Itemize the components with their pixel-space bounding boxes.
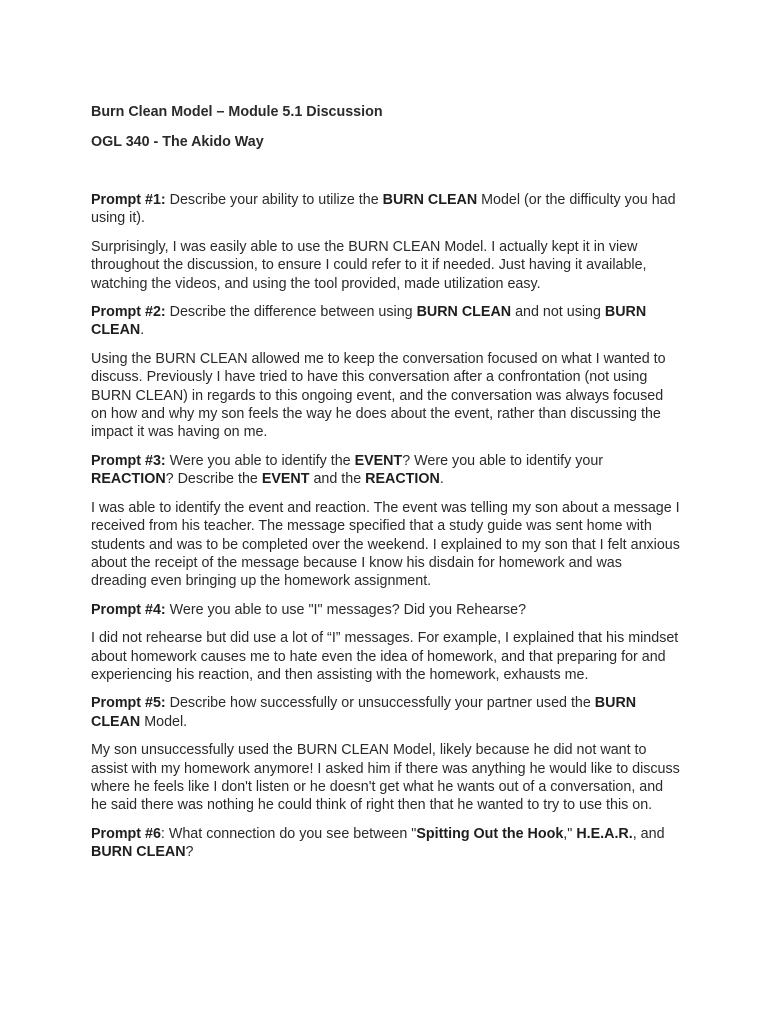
prompt-5: [91, 694, 681, 731]
answer-3: I was able to identify the event and reaction. The event was telling my son about a message I received from his teacher. The message specified that a study guide was sent home with students and was to be completed over the weekend. I explained to my son that I felt anxious about the receipt of the message because I know his disdain for homework and was dreading even bringing up the homework assignment.: [91, 499, 680, 590]
answer-4: I did not rehearse but did use a lot of “I” messages. For example, I explained that his mindset about homework causes me to hate even the idea of homework, and that preparing for and experiencing his reaction, and then assisting with the homework, exhausts me.: [91, 630, 679, 683]
prompt-label: Prompt #2:: [91, 304, 166, 321]
prompt-text: and the: [309, 471, 366, 488]
prompt-label: Prompt #5:: [91, 695, 166, 712]
prompt-text: Describe your ability to utilize the: [165, 192, 383, 208]
prompt-emphasis: BURN CLEAN: [416, 304, 512, 321]
document-title: Burn Clean Model – Module 5.1 Discussion: [91, 104, 383, 120]
answer-5: My son unsuccessfully used the BURN CLEAN Model, likely because he did not want to assist with my homework anymore! I asked him if there was anything he would like to discuss where he feels like I don't listen or he doesn't get what he wants out of a conversation, and he said there was nothing he could think of right then that he wanted to try to use this on.: [91, 742, 680, 814]
prompt-text: .: [439, 471, 444, 488]
prompt-label: Prompt #3:: [91, 452, 166, 469]
prompt-6: [91, 825, 681, 862]
prompt-text: Were you able to identify the: [165, 452, 355, 469]
document-page: [91, 102, 681, 872]
prompt-text: ?: [185, 844, 194, 861]
prompt-text: Describe how successfully or unsuccessfully your partner used the: [165, 695, 595, 712]
prompt-text: Were you able to use "I" messages? Did you Rehearse?: [165, 601, 527, 618]
prompt-emphasis: REACTION: [91, 471, 166, 488]
answer-1: Surprisingly, I was easily able to use the BURN CLEAN Model. I actually kept it in view throughout the discussion, to ensure I could refer to it if needed. Just having it available, watching the videos, and using the tool provided, made utilization easy.: [91, 238, 647, 292]
prompt-emphasis: Spitting Out the Hook: [416, 825, 564, 842]
prompt-text: .: [140, 322, 145, 339]
prompt-text: and not using: [511, 304, 605, 321]
prompt-text: ? Describe the: [165, 471, 262, 488]
prompt-label: Prompt #4:: [91, 601, 166, 618]
prompt-emphasis: EVENT: [354, 452, 403, 469]
prompt-text: Model (or the difficulty you had using it).: [91, 192, 676, 227]
prompt-text: ,": [563, 825, 577, 842]
prompt-text: , and: [632, 825, 665, 842]
prompt-text: Describe the difference between using: [165, 304, 417, 321]
prompt-label: Prompt #1:: [91, 192, 166, 208]
prompt-emphasis: BURN CLEAN: [91, 695, 637, 730]
course-title: OGL 340 - The Akido Way: [91, 134, 264, 150]
prompt-2: [91, 303, 681, 340]
prompt-4: [91, 601, 681, 619]
answer-2: Using the BURN CLEAN allowed me to keep the conversation focused on what I wanted to discuss. Previously I have tried to have this conversation after a confrontation (not using BURN CLEAN) in regards to this ongoing event, and the conversation was always focused on how and why my son feels the way he does about the event, rather than discussing the impact it was having on me.: [91, 350, 666, 441]
prompt-emphasis: EVENT: [261, 471, 310, 488]
prompt-emphasis: BURN CLEAN: [91, 844, 186, 861]
prompt-emphasis: BURN CLEAN: [91, 304, 647, 339]
prompt-emphasis: BURN CLEAN: [382, 192, 478, 208]
prompt-label: Prompt #6: [91, 825, 161, 842]
prompt-1: [91, 191, 681, 228]
prompt-text: Model.: [140, 713, 188, 730]
prompt-text: ? Were you able to identify your: [402, 452, 604, 469]
prompt-3: [91, 452, 681, 489]
prompt-text: : What connection do you see between ": [160, 825, 417, 842]
prompt-emphasis: H.E.A.R.: [576, 825, 633, 842]
prompt-emphasis: REACTION: [365, 471, 440, 488]
